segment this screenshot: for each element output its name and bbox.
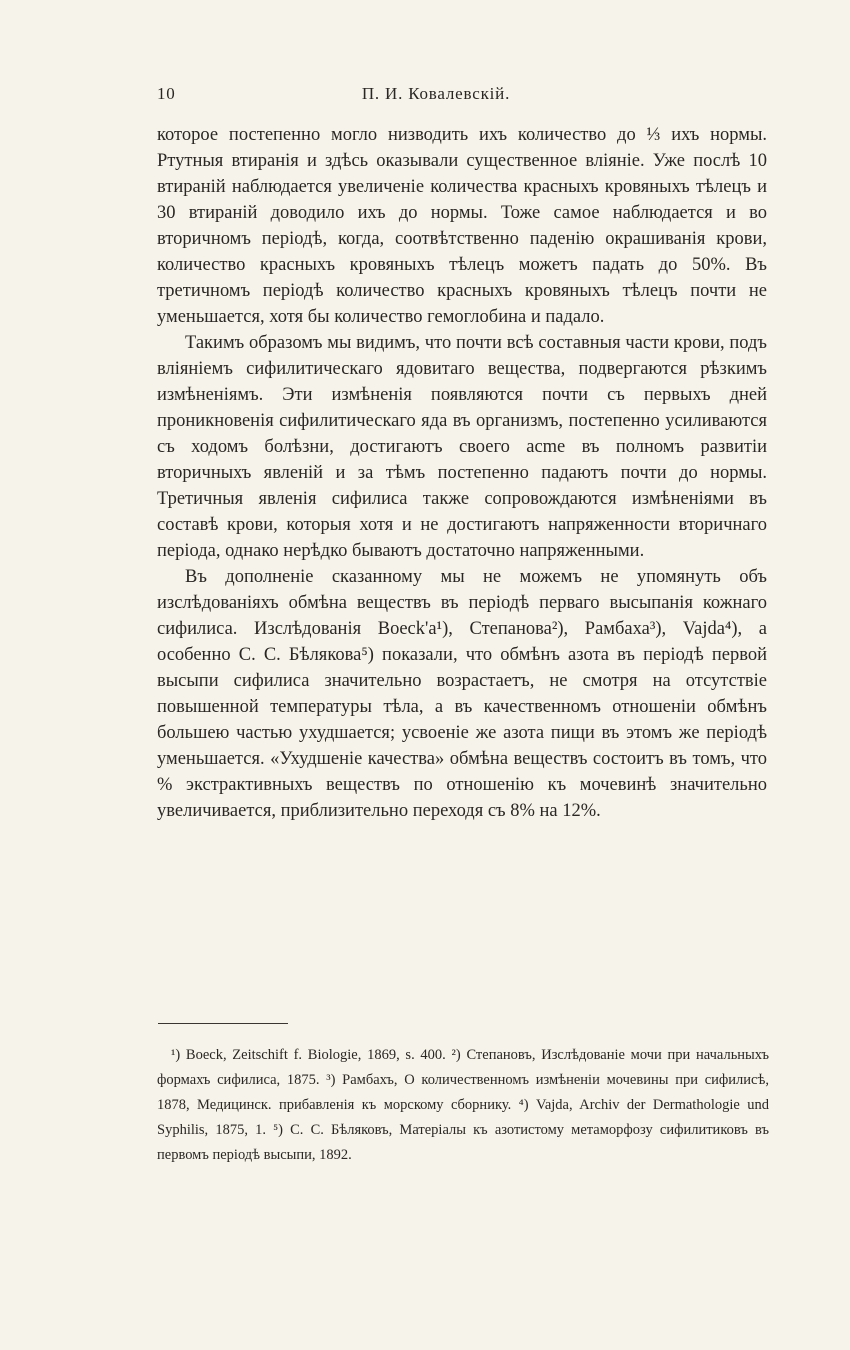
paragraph-2: Такимъ образомъ мы видимъ, что почти всѣ составныя части крови, подъ вліяніемъ сифилитическаго ядовитаго вещества, подвергаются рѣзкимъ измѣненіямъ. Эти измѣненія появляются почти съ первыхъ дней проникновенія сифилитическаго яда въ организмъ, постепенно усиливаются съ ходомъ болѣзни, достигаютъ своего acme въ полномъ развитіи вторичныхъ явленій и за тѣмъ постепенно падаютъ почти до нормы. Третичныя явленія сифилиса также сопровождаются измѣненіями въ составѣ крови, которыя хотя и не достигаютъ напряженности вторичнаго періода, однако нерѣдко бываютъ достаточно напряженными. (157, 333, 767, 561)
page-number: 10 (157, 84, 176, 103)
body-text (157, 122, 767, 824)
footnotes (157, 1043, 769, 1168)
footnote-text: ¹) Boeck, Zeitschift f. Biologie, 1869, s. 400. ²) Степановъ, Изслѣдованіе мочи при начальныхъ формахъ сифилиса, 1875. ³) Рамбахъ, О количественномъ измѣненіи мочевины при сифилисѣ, 1878, Медицинск. прибавленія къ морскому сборнику. ⁴) Vajda, Archiv der Dermathologie und Syphilis, 1875, 1. ⁵) С. С. Бѣляковъ, Матеріалы къ азотистому метаморфозу сифилитиковъ въ первомъ періодѣ высыпи, 1892. (157, 1047, 769, 1163)
footnote-divider (158, 1023, 288, 1024)
paragraph-3: Въ дополненіе сказанному мы не можемъ не упомянуть объ изслѣдованіяхъ обмѣна веществъ въ періодѣ перваго высыпанія кожнаго сифилиса. Изслѣдованія Boeck'a¹), Степанова²), Рамбаха³), Vajda⁴), а особенно С. С. Бѣлякова⁵) показали, что обмѣнъ азота въ періодѣ первой высыпи сифилиса значительно возрастаетъ, не смотря на отсутствіе повышенной температуры тѣла, а въ качественномъ отношеніи обмѣнъ большею частью ухудшается; усвоеніе же азота пищи въ этомъ же періодѣ уменьшается. «Ухудшеніе качества» обмѣна веществъ состоитъ въ томъ, что % экстрактивныхъ веществъ по отношенію къ мочевинѣ значительно увеличивается, приблизительно переходя съ 8% на 12%. (157, 567, 767, 821)
paragraph-1: которое постепенно могло низводить ихъ количество до ⅓ ихъ нормы. Ртутныя втиранія и здѣсь оказывали существенное вліяніе. Уже послѣ 10 втираній наблюдается увеличеніе количества красныхъ кровяныхъ тѣлецъ и 30 втираній доводило ихъ до нормы. Тоже самое наблюдается и во вторичномъ періодѣ, когда, соотвѣтственно паденію окрашиванія крови, количество красныхъ кровяныхъ тѣлецъ можетъ падать до 50%. Въ третичномъ періодѣ количество красныхъ кровяныхъ тѣлецъ почти не уменьшается, хотя бы количество гемоглобина и падало. (157, 125, 767, 327)
running-title: П. И. Ковалевскій. (361, 84, 511, 103)
